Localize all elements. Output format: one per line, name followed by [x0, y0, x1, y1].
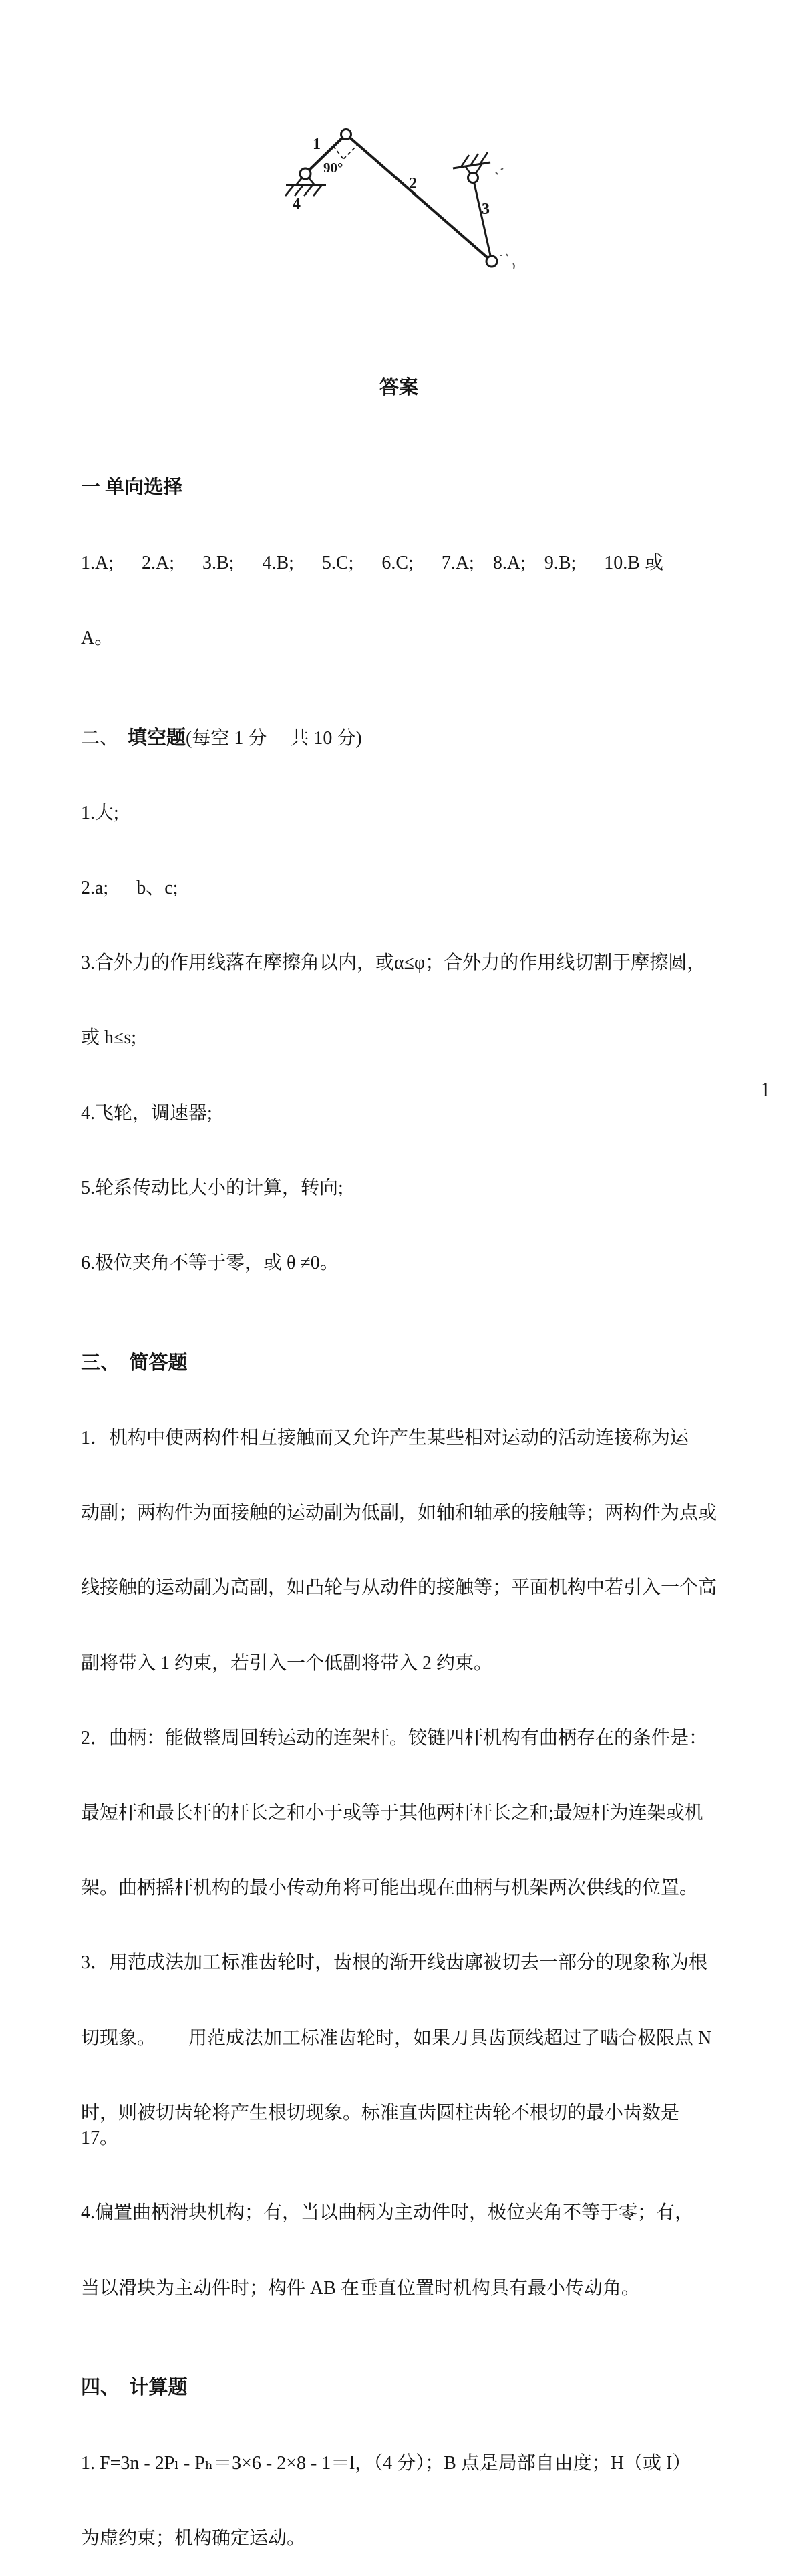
section-4-heading: 四、 计算题	[81, 2377, 188, 2399]
linkage-mechanism-svg	[261, 106, 528, 274]
section-2-number: 二、	[81, 727, 128, 749]
short-answer-text: 切现象。 用范成法加工标准齿轮时，如果刀具齿顶线超过了啮合极限点 N	[81, 2027, 712, 2049]
short-answer-text: 副将带入 1 约束，若引入一个低副将带入 2 约束。	[81, 1652, 493, 1674]
answers-title: 答案	[379, 376, 418, 398]
short-answer-text: 2．曲柄：能做整周回转运动的连架杆。铰链四杆机构有曲柄存在的条件是：	[81, 1727, 708, 1749]
answers-content	[81, 326, 717, 2576]
joint-left-pivot	[300, 168, 311, 179]
joint-bottom	[486, 256, 497, 267]
angle-label: 90°	[323, 160, 343, 176]
fill-blank-answer: 或 h≤s;	[81, 1027, 137, 1049]
choice-answers-line: 1.A; 2.A; 3.B; 4.B; 5.C; 6.C; 7.A; 8.A; 9.B; 10.B 或	[81, 552, 663, 573]
short-answer-text: 1．机构中使两构件相互接触而又允许产生某些相对运动的活动连接称为运	[81, 1427, 689, 1448]
short-answer-text: 3．用范成法加工标准齿轮时，齿根的渐开线齿廓被切去一部分的现象称为根	[81, 1952, 708, 1974]
fill-blank-answer: 3.合外力的作用线落在摩擦角以内，或α≤φ；合外力的作用线切割于摩擦圆，	[81, 952, 706, 974]
link-1-label: 1	[313, 136, 321, 153]
short-answer-text: 4.偏置曲柄滑块机构；有，当以曲柄为主动件时，极位夹角不等于零；有，	[81, 2202, 694, 2224]
section-2-title: 填空题	[128, 727, 186, 749]
right-angle-marker	[333, 144, 359, 159]
fill-blank-answer: 1.大;	[81, 802, 119, 823]
section-3-heading: 三、 简答题	[81, 1351, 188, 1374]
short-answer-text: 线接触的运动副为高副，如凸轮与从动件的接触等；平面机构中若引入一个高	[81, 1577, 718, 1599]
section-1-heading: 一 单向选择	[81, 477, 183, 499]
fill-blank-answer: 6.极位夹角不等于零，或 θ ≠0。	[81, 1253, 339, 1274]
link-2-label: 2	[409, 175, 417, 192]
short-answer-text: 架。曲柄摇杆机构的最小传动角将可能出现在曲柄与机架两次供线的位置。	[81, 1878, 699, 1899]
fill-blank-answer: 5.轮系传动比大小的计算，转向;	[81, 1177, 343, 1198]
choice-answers-line: A。	[81, 627, 114, 648]
short-answer-text: 动副；两构件为面接触的运动副为低副，如轴和轴承的接触等；两构件为点或	[81, 1503, 718, 1524]
joint-top	[341, 130, 351, 140]
fill-blank-answer: 2.a; b、c;	[81, 877, 178, 898]
page-number: 1	[760, 1077, 771, 1101]
section-2-score-note: (每空 1 分 共 10 分)	[186, 727, 362, 749]
short-answer-text: 当以滑块为主动件时；构件 AB 在垂直位置时机构具有最小传动角。	[81, 2277, 640, 2299]
joint-right-pivot	[468, 173, 478, 183]
fill-blank-answer: 4.飞轮，调速器;	[81, 1102, 212, 1124]
scan-artifacts	[496, 168, 514, 269]
section-2-heading	[81, 726, 717, 751]
link-3-label: 3	[482, 201, 490, 218]
short-answer-text: 时，则被切齿轮将产生根切现象。标准直齿圆柱齿轮不根切的最小齿数是 17。	[81, 2102, 685, 2149]
linkage-mechanism-figure	[261, 106, 528, 274]
short-answer-text: 最短杆和最长杆的杆长之和小于或等于其他两杆杆长之和;最短杆为连架或机	[81, 1802, 703, 1823]
calculation-answer-formula: 1. F=3n - 2Pₗ - Pₕ＝3×6 - 2×8 - 1＝l，（4 分）；B 点是局部自由度；H（或 I）	[81, 2452, 691, 2474]
link-2	[346, 134, 492, 261]
link-4-label: 4	[293, 195, 301, 213]
calculation-answer-text: 为虚约束；机构确定运动。	[81, 2527, 306, 2549]
